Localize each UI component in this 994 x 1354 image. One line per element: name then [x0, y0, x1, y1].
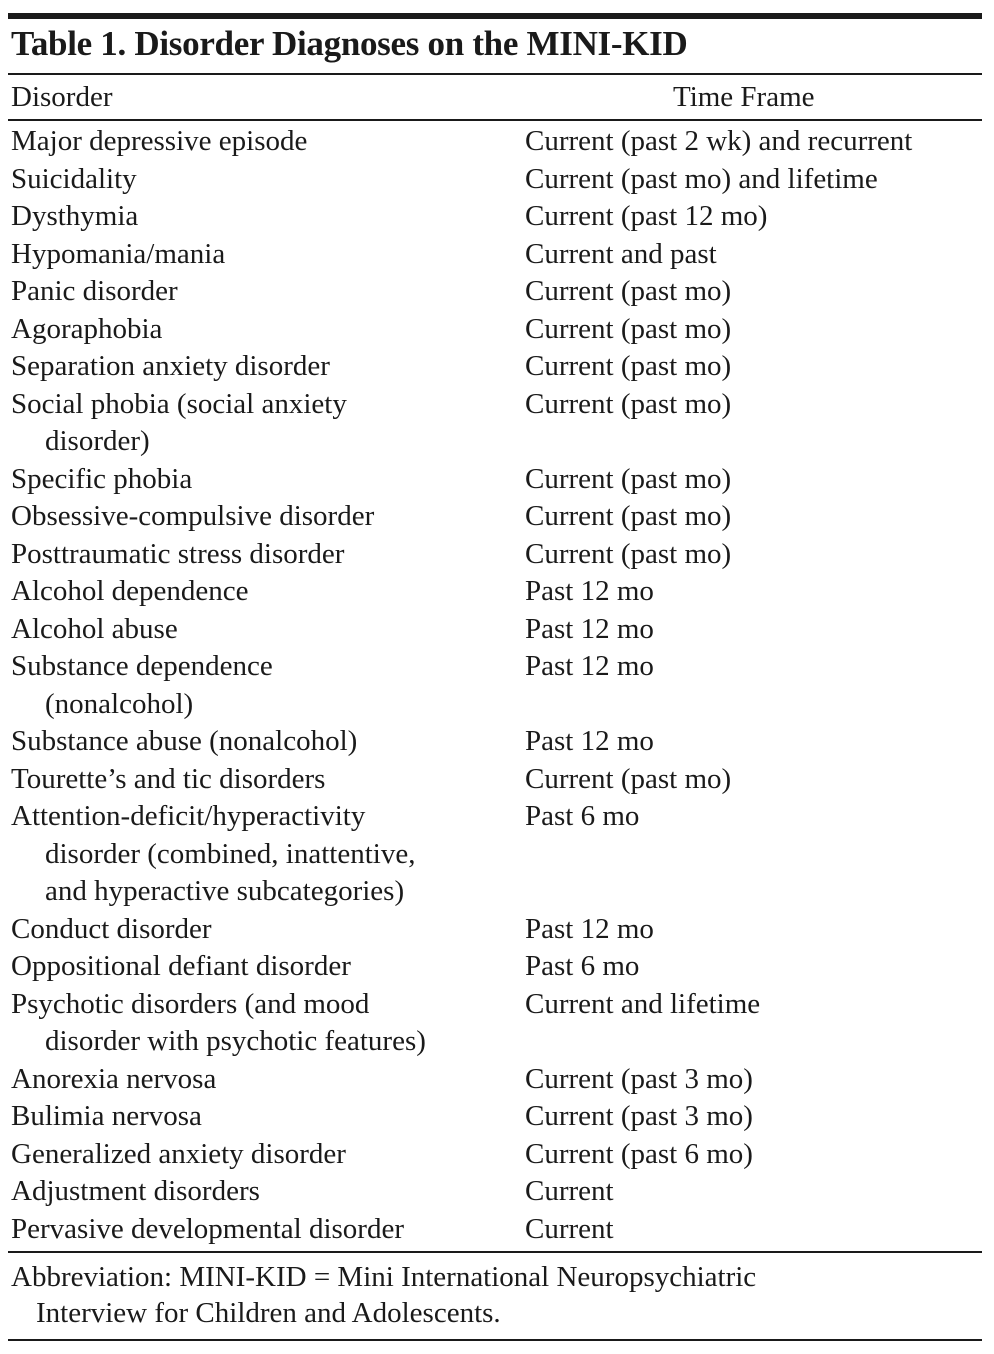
time-frame-cell: Current (past mo): [525, 500, 732, 532]
disorder-line: Agoraphobia: [11, 312, 163, 345]
disorder-line: Adjustment disorders: [11, 1175, 260, 1207]
disorder-cell: [11, 611, 525, 649]
disorder-cell: [11, 1173, 525, 1211]
disorder-line: Attention-deficit/hyperactivity: [11, 800, 366, 832]
time-frame-cell: Current (past mo): [525, 762, 732, 795]
disorder-line: (nonalcohol): [45, 687, 194, 720]
disorder-line: and hyperactive subcategories): [45, 875, 405, 907]
time-frame-cell: Current (past mo): [525, 462, 732, 495]
disorder-cell: [11, 498, 525, 536]
table-row: [11, 498, 981, 536]
disorder-line: disorder (combined, inattentive,: [45, 837, 416, 870]
disorder-cell: [11, 123, 525, 161]
disorder-cell: [11, 986, 525, 1061]
bottom-table-rule: [8, 1251, 982, 1253]
disorder-line: Panic disorder: [11, 275, 178, 307]
time-frame-cell: Past 12 mo: [525, 575, 654, 607]
table-row: [11, 611, 981, 649]
disorder-line: Anorexia nervosa: [11, 1062, 217, 1095]
table-body: [11, 123, 981, 1248]
disorder-cell: [11, 723, 525, 761]
disorder-line: Pervasive developmental disorder: [11, 1212, 404, 1245]
header-disorder: Disorder: [11, 81, 113, 113]
table-row: [11, 1173, 981, 1211]
disorder-cell: [11, 348, 525, 386]
time-frame-cell: Current and past: [525, 237, 717, 270]
disorder-line: Substance dependence: [11, 650, 273, 682]
table-row: [11, 798, 981, 911]
table-row: [11, 461, 981, 499]
disorder-line: Suicidality: [11, 162, 137, 195]
table-row: [11, 536, 981, 574]
table-row: [11, 573, 981, 611]
disorder-cell: [11, 798, 525, 911]
disorder-line: disorder with psychotic features): [45, 1025, 426, 1057]
footnote-line: Abbreviation: MINI-KID = Mini International Neuropsychiatric: [11, 1261, 757, 1293]
time-frame-cell: Past 12 mo: [525, 725, 654, 757]
title-rule: [8, 73, 982, 75]
disorder-line: disorder): [45, 425, 150, 457]
table-row: [11, 198, 981, 236]
time-frame-cell: Current (past mo): [525, 350, 732, 382]
time-frame-cell: Current (past mo): [525, 312, 732, 345]
footnote: [11, 1259, 971, 1331]
disorder-line: Conduct disorder: [11, 912, 212, 945]
table-row: [11, 761, 981, 799]
table-row: [11, 1211, 981, 1249]
header-rule: [8, 119, 982, 121]
disorder-cell: [11, 573, 525, 611]
time-frame-cell: Current: [525, 1212, 614, 1245]
disorder-line: Alcohol dependence: [11, 575, 249, 607]
table-row: [11, 648, 981, 723]
disorder-cell: [11, 236, 525, 274]
table-row: [11, 948, 981, 986]
disorder-cell: [11, 1211, 525, 1249]
disorder-line: Major depressive episode: [11, 125, 308, 157]
table-header: [11, 78, 981, 116]
table-row: [11, 1061, 981, 1099]
table-row: [11, 273, 981, 311]
disorder-cell: [11, 386, 525, 461]
table-row: [11, 1136, 981, 1174]
time-frame-cell: Current: [525, 1175, 614, 1207]
table-row: [11, 1098, 981, 1136]
disorder-line: Hypomania/mania: [11, 237, 226, 270]
time-frame-cell: Current (past 12 mo): [525, 200, 768, 232]
disorder-cell: [11, 161, 525, 199]
disorder-line: Substance abuse (nonalcohol): [11, 725, 358, 757]
disorder-line: Psychotic disorders (and mood: [11, 987, 370, 1020]
disorder-line: Separation anxiety disorder: [11, 350, 330, 382]
table-row: [11, 311, 981, 349]
time-frame-cell: Past 12 mo: [525, 912, 654, 945]
table-row: [11, 123, 981, 161]
disorder-line: Alcohol abuse: [11, 612, 178, 645]
disorder-cell: [11, 1061, 525, 1099]
table-row: [11, 386, 981, 461]
disorder-line: Bulimia nervosa: [11, 1100, 202, 1132]
table-row: [11, 723, 981, 761]
disorder-cell: [11, 911, 525, 949]
disorder-cell: [11, 1136, 525, 1174]
time-frame-cell: Current (past 3 mo): [525, 1062, 753, 1095]
disorder-line: Posttraumatic stress disorder: [11, 537, 345, 570]
top-thick-rule: [8, 13, 982, 19]
table-row: [11, 348, 981, 386]
table-row: [11, 236, 981, 274]
footnote-line: Interview for Children and Adolescents.: [36, 1297, 501, 1329]
disorder-cell: [11, 198, 525, 236]
time-frame-cell: Current and lifetime: [525, 987, 761, 1020]
disorder-cell: [11, 648, 525, 723]
time-frame-cell: Current (past 2 wk) and recurrent: [525, 125, 913, 157]
bottom-rule: [8, 1339, 982, 1341]
time-frame-cell: Past 6 mo: [525, 950, 640, 982]
table-row: [11, 986, 981, 1061]
disorder-line: Tourette’s and tic disorders: [11, 762, 326, 795]
disorder-cell: [11, 1098, 525, 1136]
disorder-cell: [11, 948, 525, 986]
disorder-line: Specific phobia: [11, 462, 193, 495]
disorder-cell: [11, 273, 525, 311]
time-frame-cell: Past 6 mo: [525, 800, 640, 832]
time-frame-cell: Current (past mo): [525, 275, 732, 307]
disorder-line: Dysthymia: [11, 200, 139, 232]
disorder-cell: [11, 311, 525, 349]
time-frame-cell: Current (past mo): [525, 387, 732, 420]
time-frame-cell: Past 12 mo: [525, 612, 654, 645]
disorder-line: Generalized anxiety disorder: [11, 1137, 346, 1170]
time-frame-cell: Current (past 6 mo): [525, 1137, 753, 1170]
disorder-line: Obsessive-compulsive disorder: [11, 500, 375, 532]
table-row: [11, 911, 981, 949]
time-frame-cell: Current (past mo): [525, 537, 732, 570]
table-title: Table 1. Disorder Diagnoses on the MINI-KID: [11, 24, 688, 63]
time-frame-cell: Current (past mo) and lifetime: [525, 162, 878, 195]
header-time-frame: Time Frame: [673, 81, 815, 113]
table-row: [11, 161, 981, 199]
disorder-line: Social phobia (social anxiety: [11, 387, 347, 420]
disorder-cell: [11, 461, 525, 499]
time-frame-cell: Past 12 mo: [525, 650, 654, 682]
disorder-cell: [11, 536, 525, 574]
disorder-line: Oppositional defiant disorder: [11, 950, 351, 982]
disorder-cell: [11, 761, 525, 799]
time-frame-cell: Current (past 3 mo): [525, 1100, 753, 1132]
